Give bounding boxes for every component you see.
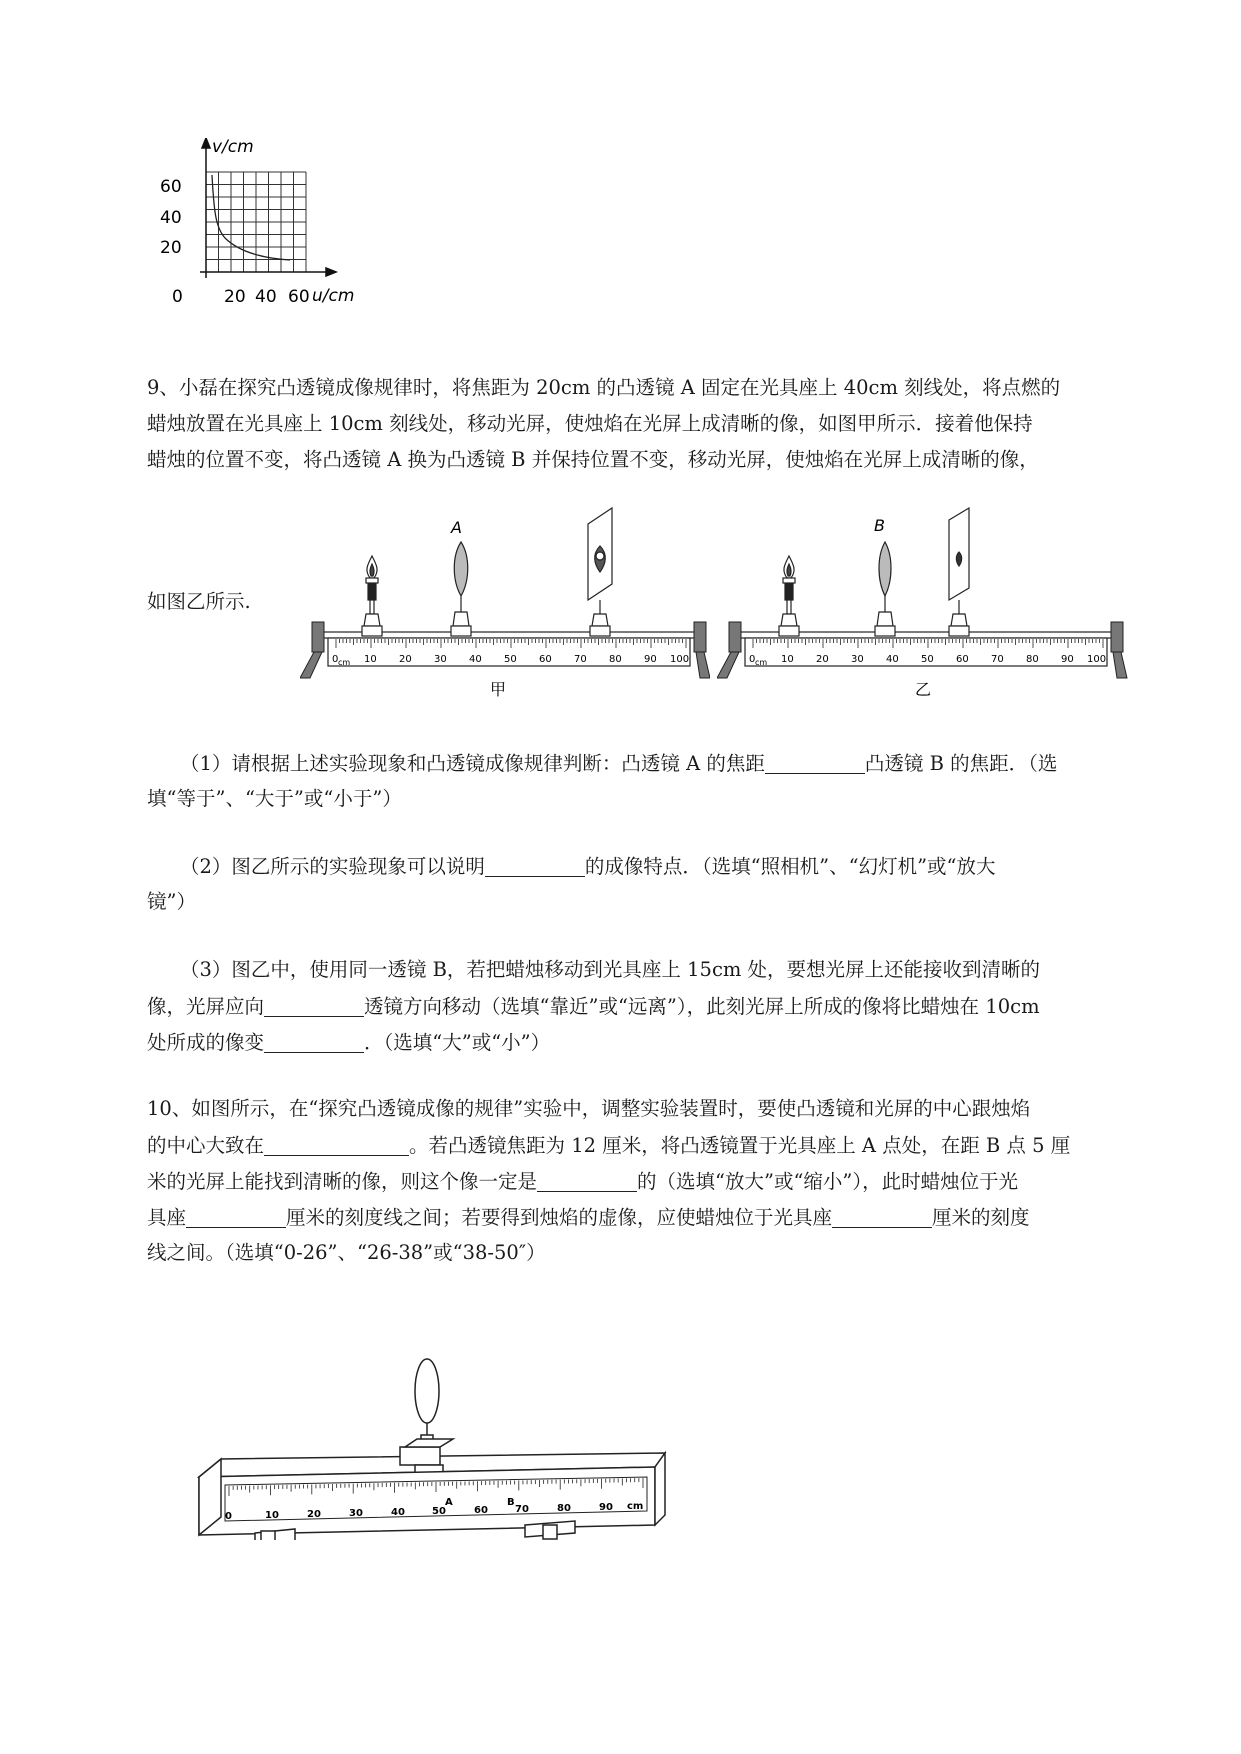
bench-scale-60: 60 <box>474 1505 488 1516</box>
bench-scale-0: 0 <box>225 1511 232 1522</box>
answer-blank-5[interactable] <box>264 1135 409 1156</box>
candle-jia <box>362 556 382 636</box>
q10-line-5: 线之间。（选填“0-26”、“26-38”或“38-50″） <box>147 1241 546 1264</box>
q10-line-1: 10、如图所示，在“探究凸透镜成像的规律”实验中，调整实验装置时，要使凸透镜和光屏的中心跟烛焰 <box>147 1097 1031 1120</box>
scale-jia-40: 40 <box>469 654 482 665</box>
q9-sub3-text-d: 处所成的像变 <box>147 1031 265 1054</box>
answer-blank-3[interactable] <box>264 996 364 1017</box>
caption-yi: 乙 <box>915 680 932 699</box>
q9-sub3-line-1: （3）图乙中，使用同一透镜 B，若把蜡烛移动到光具座上 15cm 处，要想光屏上还能接收到清晰的 <box>180 958 1041 981</box>
q10-lens <box>415 1359 439 1445</box>
q10-text-2a: 的中心大致在 <box>147 1134 265 1157</box>
figure-yi-optical-bench <box>717 506 1137 701</box>
bench-scale-40: 40 <box>391 1507 405 1518</box>
scale-jia-unit: cm <box>338 658 351 667</box>
x-tick-60: 60 <box>288 287 310 307</box>
bench-scale-70: 70 <box>515 1504 529 1515</box>
answer-blank-6[interactable] <box>537 1171 637 1192</box>
scale-jia-100: 100 <box>670 654 690 665</box>
x-tick-20: 20 <box>224 287 246 307</box>
scale-yi-0: 0 <box>749 654 756 665</box>
x-tick-0: 0 <box>172 287 183 307</box>
q9-sub2-text-b: 的成像特点．（选填“照相机”、“幻灯机”或“放大 <box>584 855 996 878</box>
scale-jia-30: 30 <box>434 654 447 665</box>
q9-sub3-line-3 <box>147 1032 550 1053</box>
answer-blank-7[interactable] <box>186 1207 286 1228</box>
caption-jia: 甲 <box>490 680 507 699</box>
q10-text-4c: 厘米的刻度 <box>932 1206 1030 1229</box>
lens-a-label: A <box>451 518 462 537</box>
scale-yi-80: 80 <box>1026 654 1039 665</box>
q10-optical-bench-figure <box>195 1355 675 1540</box>
scale-jia-60: 60 <box>539 654 552 665</box>
q9-line-3: 蜡烛的位置不变，将凸透镜 A 换为凸透镜 B 并保持位置不变，移动光屏，使烛焰在光屏上成清晰的像， <box>147 448 1039 471</box>
q9-line-2: 蜡烛放置在光具座上 10cm 刻线处，移动光屏，使烛焰在光屏上成清晰的像，如图甲所示．接着他保持 <box>147 412 1033 435</box>
q9-sub3-line-2 <box>147 996 1040 1017</box>
bench-scale-90: 90 <box>599 1502 613 1513</box>
x-tick-40: 40 <box>255 287 277 307</box>
q9-sub3-text-b: 像，光屏应向 <box>147 995 265 1018</box>
scale-jia-0: 0 <box>332 654 339 665</box>
bench-scale-50: 50 <box>432 1506 446 1517</box>
q9-sub1-text-b: 凸透镜 B 的焦距．（选 <box>864 752 1058 775</box>
q9-sub2-line-2: 镜”） <box>147 890 196 913</box>
scale-yi-70: 70 <box>991 654 1004 665</box>
bench-scale-unit: cm <box>627 1501 644 1512</box>
y-tick-40: 40 <box>160 208 182 228</box>
x-axis-label: u/cm <box>312 286 355 306</box>
q10-text-3a: 米的光屏上能找到清晰的像，则这个像一定是 <box>147 1170 538 1193</box>
q10-text-4b: 厘米的刻度线之间；若要得到烛焰的虚像，应使蜡烛位于光具座 <box>286 1206 833 1229</box>
q10-line-3 <box>147 1171 1018 1192</box>
bench-scale-10: 10 <box>265 1510 279 1521</box>
scale-yi-unit: cm <box>755 658 768 667</box>
answer-blank-1[interactable] <box>765 753 865 774</box>
answer-blank-2[interactable] <box>485 856 585 877</box>
q9-sub1-line-2: 填“等于”、“大于”或“小于”） <box>147 787 402 810</box>
scale-jia-50: 50 <box>504 654 517 665</box>
lens-b <box>875 542 895 636</box>
answer-blank-8[interactable] <box>832 1207 932 1228</box>
v-u-graph <box>150 138 410 338</box>
candle-yi <box>779 556 799 636</box>
scale-jia-90: 90 <box>644 654 657 665</box>
scale-yi-40: 40 <box>886 654 899 665</box>
scale-jia-10: 10 <box>364 654 377 665</box>
q9-line-1: 9、小磊在探究凸透镜成像规律时，将焦距为 20cm 的凸透镜 A 固定在光具座上 40cm 刻线处，将点燃的 <box>147 376 1061 399</box>
scale-yi-50: 50 <box>921 654 934 665</box>
q9-sub2-text-a: （2）图乙所示的实验现象可以说明 <box>180 855 485 878</box>
q10-text-4a: 具座 <box>147 1206 187 1229</box>
graph-grid <box>206 172 306 272</box>
q10-line-4 <box>147 1207 1030 1228</box>
figure-jia-optical-bench <box>300 506 710 701</box>
y-tick-20: 20 <box>160 238 182 258</box>
scale-yi-30: 30 <box>851 654 864 665</box>
bench-scale-20: 20 <box>307 1509 321 1520</box>
lens-a <box>451 542 471 636</box>
scale-yi-100: 100 <box>1087 654 1107 665</box>
q9-sub2-line-1 <box>180 856 996 877</box>
screen-yi <box>949 508 969 636</box>
q9-sub1-text-a: （1）请根据上述实验现象和凸透镜成像规律判断：凸透镜 A 的焦距 <box>180 752 765 775</box>
scale-jia-70: 70 <box>574 654 587 665</box>
y-axis-label: v/cm <box>212 138 254 157</box>
q9-line-4: 如图乙所示. <box>147 590 251 613</box>
bench-point-a: A <box>445 1497 453 1508</box>
answer-blank-4[interactable] <box>264 1032 364 1053</box>
scale-jia-20: 20 <box>399 654 412 665</box>
screen-jia <box>588 508 612 636</box>
bench-scale-80: 80 <box>557 1503 571 1514</box>
q9-sub3-text-c: 透镜方向移动（选填“靠近”或“远离”），此刻光屏上所成的像将比蜡烛在 10cm <box>364 995 1040 1018</box>
scale-jia-80: 80 <box>609 654 622 665</box>
scale-yi-20: 20 <box>816 654 829 665</box>
lens-b-label: B <box>874 516 885 535</box>
bench-scale-30: 30 <box>349 1508 363 1519</box>
scale-yi-90: 90 <box>1061 654 1074 665</box>
q10-line-2 <box>147 1135 1070 1156</box>
q10-text-3b: 的（选填“放大”或“缩小”），此时蜡烛位于光 <box>637 1170 1019 1193</box>
scale-yi-60: 60 <box>956 654 969 665</box>
q9-sub3-text-e: ．（选填“大”或“小”） <box>364 1031 551 1054</box>
bench-point-b: B <box>507 1497 515 1508</box>
q9-sub1-line-1 <box>180 753 1057 774</box>
scale-yi-10: 10 <box>781 654 794 665</box>
bench-right-end <box>655 1453 665 1525</box>
y-tick-60: 60 <box>160 177 182 197</box>
q10-text-2b: 。若凸透镜焦距为 12 厘米，将凸透镜置于光具座上 A 点处，在距 B 点 5 厘 <box>409 1134 1071 1157</box>
